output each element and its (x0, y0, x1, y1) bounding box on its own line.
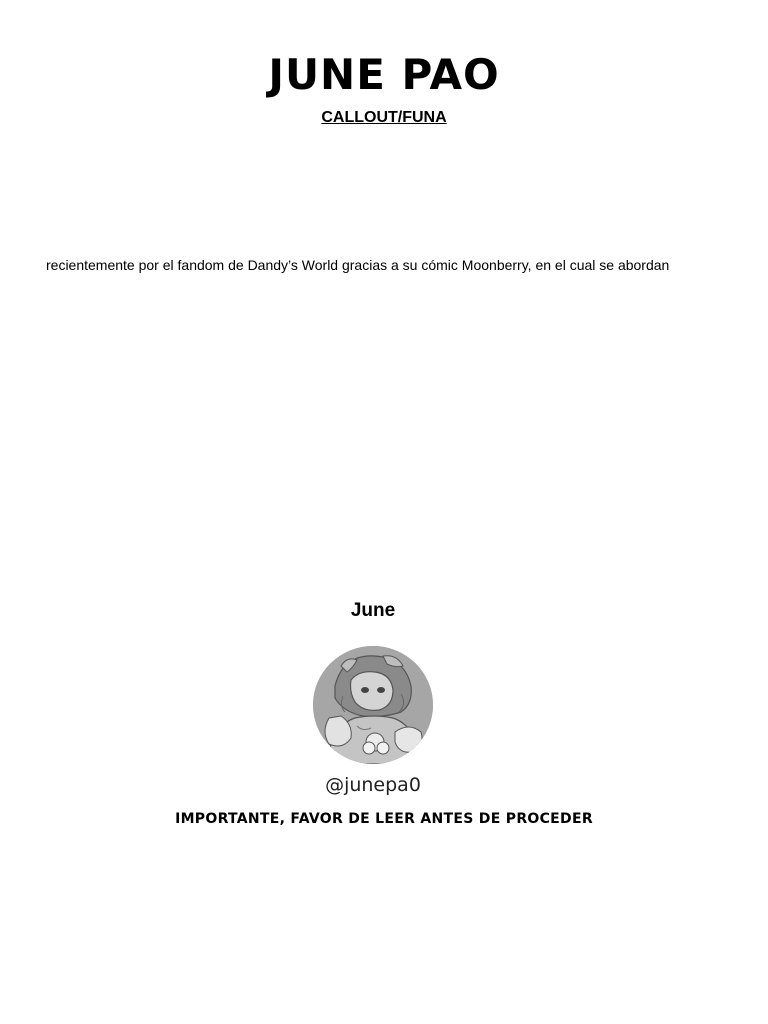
avatar-illustration-icon (313, 646, 433, 764)
document-subtitle: CALLOUT/FUNA (321, 109, 447, 126)
document-title: JUNE PAO (268, 50, 500, 99)
body-text-line: recientemente por el fandom de Dandy’s World gracias a su cómic Moonberry, en el cual se abordan (46, 257, 670, 273)
avatar (313, 646, 433, 764)
important-notice: IMPORTANTE, FAVOR DE LEER ANTES DE PROCEDER (175, 811, 593, 827)
profile-name: June (350, 600, 396, 621)
profile-handle: @junepa0 (325, 774, 421, 796)
